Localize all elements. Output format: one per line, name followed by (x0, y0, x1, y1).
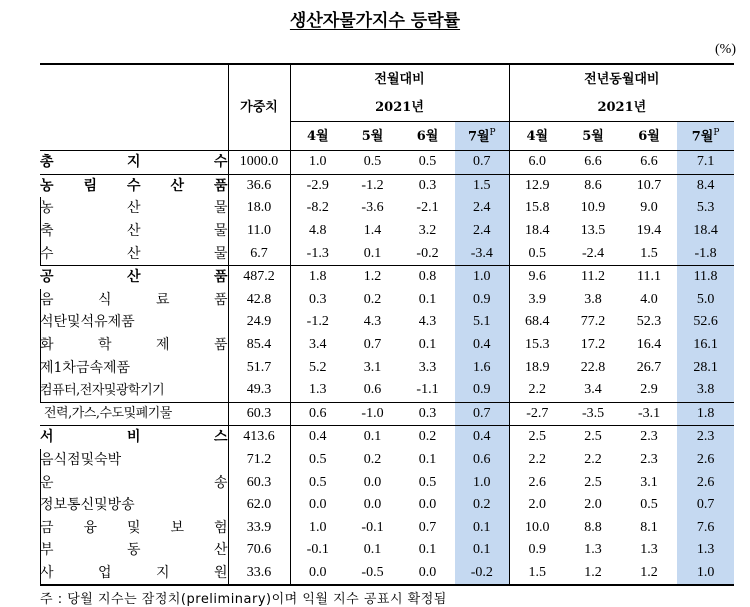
yoy-cell: 2.2 (584, 452, 602, 468)
mom-cell: 0.7 (418, 519, 437, 535)
mom-cell: 5.1 (455, 311, 509, 334)
table-row (40, 334, 734, 357)
table-row (40, 562, 734, 586)
yoy-cell: 52.3 (636, 314, 662, 330)
table-row (40, 220, 734, 243)
yoy-cell: 3.9 (509, 289, 565, 312)
row-label: 컴퓨터,전자및광학기기 (40, 379, 228, 402)
yoy-cell: 18.4 (509, 220, 565, 243)
row-label: 금 융 및 보 험 (40, 517, 228, 540)
weight-cell: 11.0 (228, 220, 290, 243)
yoy-cell: 77.2 (580, 314, 606, 330)
table-row (40, 356, 734, 379)
row-label: 석탄및석유제품 (40, 311, 228, 334)
yoy-cell: 2.3 (677, 426, 734, 449)
row-label: 정보통신및방송 (40, 494, 228, 517)
mom-cell: -1.2 (306, 314, 329, 330)
mom-cell: 1.0 (309, 519, 327, 535)
row-label: 음식점및숙박 (40, 449, 228, 472)
weight-cell: 60.3 (228, 402, 290, 426)
mom-cell: 0.1 (455, 539, 509, 562)
yoy-cell: 2.6 (509, 471, 565, 494)
mom-cell: 0.5 (345, 151, 400, 175)
weight-cell: 33.6 (228, 562, 290, 586)
yoy-cell: 2.5 (584, 474, 602, 490)
header-month-prelim: 7월$^P$ (455, 122, 509, 151)
mom-cell: 0.8 (400, 265, 455, 288)
mom-cell: 0.7 (455, 402, 509, 426)
mom-cell: 0.1 (418, 542, 437, 558)
table-row (40, 197, 734, 220)
row-label: 운 송 (40, 471, 228, 494)
yoy-cell: 8.4 (677, 174, 734, 197)
weight-cell: 36.6 (228, 174, 290, 197)
mom-cell: 0.5 (309, 474, 327, 490)
mom-cell: 0.4 (290, 426, 345, 449)
row-label: 부 동 산 (40, 539, 228, 562)
header-year-yoy: 2021년 (509, 93, 734, 122)
weight-cell: 70.6 (228, 539, 290, 562)
yoy-cell: 18.9 (509, 356, 565, 379)
yoy-cell: 16.4 (636, 337, 662, 353)
yoy-cell: 22.8 (580, 359, 606, 375)
mom-cell: -3.4 (455, 242, 509, 265)
yoy-cell: 2.3 (621, 426, 677, 449)
table-row (40, 517, 734, 540)
table-row (40, 426, 734, 449)
mom-cell: 0.3 (309, 291, 327, 307)
row-label: 총 지 수 (40, 151, 228, 175)
row-label: 수 산 물 (40, 242, 228, 265)
mom-cell: 0.3 (400, 402, 455, 426)
mom-cell: 0.6 (455, 449, 509, 472)
row-label: 서 비 스 (40, 426, 228, 449)
weight-cell: 18.0 (228, 197, 290, 220)
yoy-cell: 2.2 (509, 449, 565, 472)
table-row (40, 402, 734, 426)
mom-cell: 0.0 (400, 562, 455, 586)
yoy-cell: 1.5 (640, 245, 658, 261)
mom-cell: 3.3 (418, 359, 437, 375)
mom-cell: 1.6 (455, 356, 509, 379)
mom-cell: 0.0 (290, 562, 345, 586)
yoy-cell: 3.4 (584, 382, 602, 398)
table-row (40, 289, 734, 312)
mom-cell: 5.2 (309, 359, 327, 375)
mom-cell: -0.5 (345, 562, 400, 586)
row-label: 전력,가스,수도및폐기물 (40, 402, 228, 426)
mom-cell: 0.1 (455, 517, 509, 540)
header-year-mom: 2021년 (290, 93, 509, 122)
mom-cell: 1.0 (455, 265, 509, 288)
yoy-cell: 7.6 (677, 517, 734, 540)
mom-cell: -8.2 (306, 200, 329, 216)
mom-cell: 0.2 (363, 291, 382, 307)
mom-cell: -1.0 (345, 402, 400, 426)
yoy-cell: 17.2 (580, 337, 606, 353)
table-row (40, 265, 734, 288)
mom-cell: 0.0 (363, 497, 382, 513)
price-index-table (40, 63, 734, 586)
yoy-cell: 15.8 (509, 197, 565, 220)
table-row (40, 242, 734, 265)
yoy-cell: 1.3 (677, 539, 734, 562)
table-row (40, 471, 734, 494)
yoy-cell: 9.0 (640, 200, 658, 216)
weight-cell: 6.7 (228, 242, 290, 265)
yoy-cell: 18.4 (677, 220, 734, 243)
mom-cell: 0.1 (363, 245, 382, 261)
yoy-cell: 12.9 (509, 174, 565, 197)
yoy-cell: 2.0 (584, 497, 602, 513)
yoy-cell: 11.1 (621, 265, 677, 288)
mom-cell: 1.5 (455, 174, 509, 197)
mom-cell: -0.2 (416, 245, 439, 261)
yoy-cell: 1.3 (584, 542, 602, 558)
yoy-cell: 28.1 (677, 356, 734, 379)
yoy-cell: -3.1 (621, 402, 677, 426)
yoy-cell: 1.5 (509, 562, 565, 586)
yoy-cell: 9.6 (509, 265, 565, 288)
mom-cell: -0.2 (455, 562, 509, 586)
mom-cell: 3.1 (363, 359, 382, 375)
mom-cell: 0.6 (363, 382, 382, 398)
yoy-cell: 11.8 (677, 265, 734, 288)
yoy-cell: 2.5 (565, 426, 621, 449)
row-label: 음 식 료 품 (40, 289, 228, 312)
yoy-cell: 2.2 (509, 379, 565, 402)
yoy-cell: 3.8 (677, 379, 734, 402)
yoy-cell: 1.0 (677, 562, 734, 586)
mom-cell: -1.1 (416, 382, 439, 398)
mom-cell: 4.3 (418, 314, 437, 330)
mom-cell: -2.1 (416, 200, 439, 216)
weight-cell: 413.6 (228, 426, 290, 449)
mom-cell: 2.4 (455, 220, 509, 243)
mom-cell: 3.2 (418, 223, 437, 239)
mom-cell: 0.4 (455, 426, 509, 449)
weight-cell: 24.9 (228, 311, 290, 334)
mom-cell: 0.1 (418, 291, 437, 307)
mom-cell: 0.3 (400, 174, 455, 197)
weight-cell: 1000.0 (228, 151, 290, 175)
header-mom: 전월대비 (290, 64, 509, 93)
yoy-cell: 8.8 (584, 519, 602, 535)
yoy-cell: -3.5 (565, 402, 621, 426)
header-month: 5월 (345, 122, 400, 151)
table-row (40, 539, 734, 562)
yoy-cell: 0.5 (640, 497, 658, 513)
yoy-cell: 2.0 (509, 494, 565, 517)
mom-cell: -1.2 (345, 174, 400, 197)
yoy-cell: 0.5 (509, 242, 565, 265)
mom-cell: 2.4 (455, 197, 509, 220)
yoy-cell: 6.6 (565, 151, 621, 175)
row-label: 사 업 지 원 (40, 562, 228, 586)
mom-cell: 0.5 (418, 474, 437, 490)
weight-cell: 60.3 (228, 471, 290, 494)
yoy-cell: 3.1 (640, 474, 658, 490)
weight-cell: 71.2 (228, 449, 290, 472)
mom-cell: 0.9 (455, 289, 509, 312)
yoy-cell: -2.4 (581, 245, 605, 261)
row-label: 농 림 수 산 품 (40, 174, 228, 197)
mom-cell: 1.0 (455, 471, 509, 494)
mom-cell: 0.1 (418, 337, 437, 353)
mom-cell: 1.8 (290, 265, 345, 288)
table-row (40, 151, 734, 175)
header-month-prelim: 7월$^P$ (677, 122, 734, 151)
yoy-cell: 10.9 (580, 200, 606, 216)
mom-cell: -3.6 (361, 200, 384, 216)
mom-cell: 0.2 (400, 426, 455, 449)
yoy-cell: 8.1 (640, 519, 658, 535)
yoy-cell: -1.8 (677, 242, 734, 265)
yoy-cell: 19.4 (636, 223, 662, 239)
mom-cell: -2.9 (290, 174, 345, 197)
table-row (40, 449, 734, 472)
mom-cell: -0.1 (361, 519, 384, 535)
yoy-cell: 0.7 (677, 494, 734, 517)
mom-cell: 0.5 (400, 151, 455, 175)
yoy-cell: 4.0 (640, 291, 658, 307)
row-label: 축 산 물 (40, 220, 228, 243)
weight-cell: 49.3 (228, 379, 290, 402)
table-row (40, 379, 734, 402)
row-label: 제1차금속제품 (40, 356, 228, 379)
yoy-cell: 26.7 (636, 359, 662, 375)
header-yoy: 전년동월대비 (509, 64, 734, 93)
mom-cell: 1.4 (363, 223, 382, 239)
header-month: 6월 (400, 122, 455, 151)
mom-cell: 0.7 (455, 151, 509, 175)
weight-cell: 42.8 (228, 289, 290, 312)
mom-cell: 0.1 (345, 426, 400, 449)
header-month: 6월 (621, 122, 677, 151)
mom-cell: 1.0 (290, 151, 345, 175)
yoy-cell: 1.8 (677, 402, 734, 426)
yoy-cell: 8.6 (565, 174, 621, 197)
unit-label: (%) (715, 42, 736, 57)
table-row (40, 311, 734, 334)
yoy-cell: 2.6 (677, 449, 734, 472)
yoy-cell: -2.7 (509, 402, 565, 426)
mom-cell: 0.6 (290, 402, 345, 426)
weight-cell: 62.0 (228, 494, 290, 517)
mom-cell: 0.4 (455, 334, 509, 357)
yoy-cell: 15.3 (509, 334, 565, 357)
table-row (40, 174, 734, 197)
yoy-cell: 10.0 (509, 517, 565, 540)
yoy-cell: 1.2 (621, 562, 677, 586)
mom-cell: 3.4 (309, 337, 327, 353)
weight-cell: 85.4 (228, 334, 290, 357)
yoy-cell: 2.6 (677, 471, 734, 494)
mom-cell: 0.5 (309, 452, 327, 468)
yoy-cell: 52.6 (677, 311, 734, 334)
mom-cell: 0.2 (363, 452, 382, 468)
header-weight: 가중치 (228, 64, 290, 151)
yoy-cell: 7.1 (677, 151, 734, 175)
mom-cell: 0.0 (309, 497, 327, 513)
yoy-cell: 1.3 (640, 542, 658, 558)
yoy-cell: 11.2 (565, 265, 621, 288)
mom-cell: -1.3 (306, 245, 329, 261)
row-label: 화 학 제 품 (40, 334, 228, 357)
mom-cell: 4.3 (363, 314, 382, 330)
header-month: 4월 (509, 122, 565, 151)
mom-cell: 0.2 (455, 494, 509, 517)
yoy-cell: 5.3 (677, 197, 734, 220)
yoy-cell: 16.1 (677, 334, 734, 357)
yoy-cell: 10.7 (621, 174, 677, 197)
mom-cell: 0.0 (363, 474, 382, 490)
yoy-cell: 0.9 (509, 539, 565, 562)
mom-cell: 0.0 (418, 497, 437, 513)
yoy-cell: 13.5 (580, 223, 606, 239)
yoy-cell: 3.8 (584, 291, 602, 307)
row-label: 농 산 물 (40, 197, 228, 220)
mom-cell: 0.1 (363, 542, 382, 558)
yoy-cell: 2.9 (640, 382, 658, 398)
mom-cell: 0.1 (418, 452, 437, 468)
weight-cell: 51.7 (228, 356, 290, 379)
header-corner (40, 64, 228, 151)
mom-cell: 0.9 (455, 379, 509, 402)
yoy-cell: 1.2 (565, 562, 621, 586)
weight-cell: 33.9 (228, 517, 290, 540)
mom-cell: 1.2 (345, 265, 400, 288)
yoy-cell: 6.6 (621, 151, 677, 175)
table-row (40, 494, 734, 517)
footnote: 주 : 당월 지수는 잠정치(preliminary)이며 익월 지수 공표시 확정됨 (40, 592, 447, 607)
weight-cell: 487.2 (228, 265, 290, 288)
yoy-cell: 2.3 (640, 452, 658, 468)
yoy-cell: 2.5 (509, 426, 565, 449)
header-month: 4월 (290, 122, 345, 151)
mom-cell: 1.3 (309, 382, 327, 398)
mom-cell: 4.8 (309, 223, 327, 239)
mom-cell: 0.7 (363, 337, 382, 353)
header-month: 5월 (565, 122, 621, 151)
row-label: 공 산 품 (40, 265, 228, 288)
mom-cell: -0.1 (306, 542, 329, 558)
page-title: 생산자물가지수 등락률 (289, 11, 461, 31)
yoy-cell: 6.0 (509, 151, 565, 175)
yoy-cell: 5.0 (677, 289, 734, 312)
yoy-cell: 68.4 (509, 311, 565, 334)
